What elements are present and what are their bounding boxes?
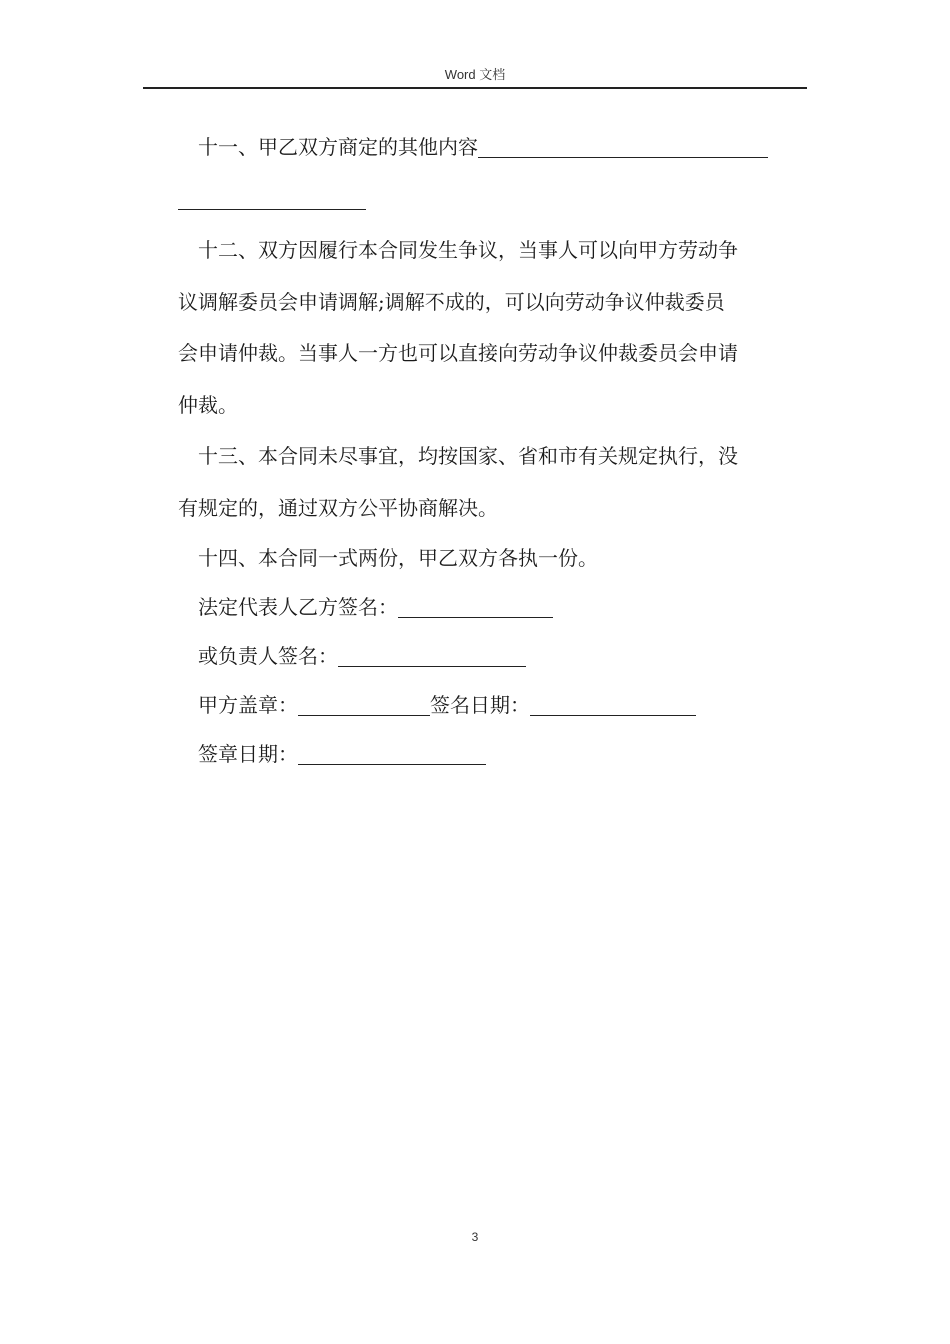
legal-rep-signature-blank[interactable] [398,595,553,618]
legal-rep-signature-line [178,583,802,632]
seal-and-date-line [178,681,802,730]
clause-12-line-1: 十二、双方因履行本合同发生争议，当事人可以向甲方劳动争 [198,238,738,262]
clause-11-text: 十一、甲乙双方商定的其他内容 [198,135,478,159]
responsible-label: 或负责人签名： [198,644,338,668]
responsible-signature-line [178,632,802,681]
clause-13-line-1: 十三、本合同未尽事宜，均按国家、省和市有关规定执行，没 [198,444,738,468]
party-a-seal-label: 甲方盖章： [198,693,298,717]
seal-date-line [178,730,802,779]
legal-rep-label: 法定代表人乙方签名： [198,595,398,619]
clause-14: 十四、本合同一式两份，甲乙双方各执一份。 [198,546,598,570]
header-divider [143,87,807,89]
sign-date-blank[interactable] [530,693,696,716]
clause-12-line-3: 会申请仲裁。当事人一方也可以直接向劳动争议仲裁委员会申请 [178,341,738,365]
seal-date-label: 签章日期： [198,742,298,766]
page-number: 3 [471,1230,479,1244]
sign-date-label: 签名日期： [430,693,530,717]
clause-11-continuation [178,174,802,226]
responsible-signature-blank[interactable] [338,644,526,667]
clause-11-blank[interactable] [478,135,768,158]
document-body [178,122,802,779]
seal-date-blank[interactable] [298,742,486,765]
clause-11 [178,122,802,174]
page-header: Word 文档 [444,67,506,82]
party-a-seal-blank[interactable] [298,693,430,716]
clause-11-blank-continued[interactable] [178,187,366,210]
clause-12-line-4: 仲裁。 [178,392,238,417]
clause-12-line-2: 议调解委员会申请调解;调解不成的，可以向劳动争议仲裁委员 [178,289,725,314]
clause-13-line-2: 有规定的，通过双方公平协商解决。 [178,495,498,520]
